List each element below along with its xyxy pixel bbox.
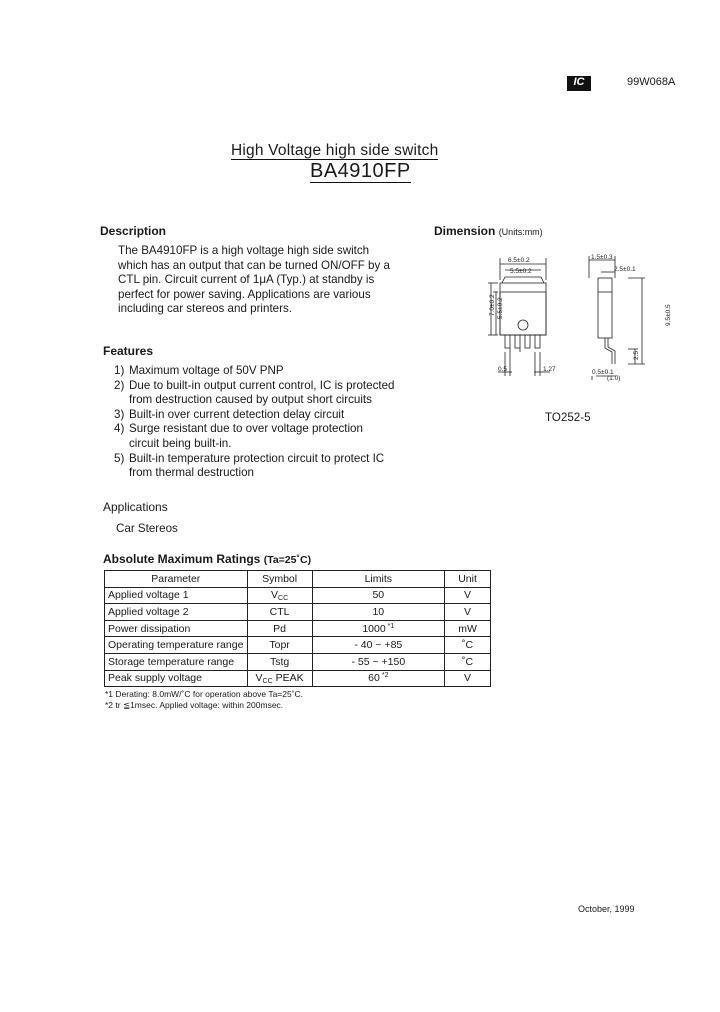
document-code: 99W068A — [627, 76, 676, 88]
feature-line: circuit being built-in. — [129, 436, 232, 450]
dim-label-w-inner: 5.5±0.2 — [510, 268, 532, 275]
cell-parameter: Peak supply voltage — [105, 670, 248, 687]
description-heading: Description — [100, 224, 167, 238]
description-text — [118, 244, 413, 317]
feature-line: Surge resistant due to over voltage protection — [129, 422, 363, 436]
feature-number: 3) — [114, 407, 125, 421]
feature-number: 2) — [114, 378, 125, 392]
feature-item — [114, 408, 395, 423]
dim-label-pitch: 1.27 — [543, 366, 556, 373]
table-row — [105, 604, 491, 621]
cell-unit: mW — [445, 620, 491, 637]
cell-unit: ˚C — [445, 637, 491, 654]
ratings-table — [104, 570, 491, 687]
feature-line: from thermal destruction — [129, 466, 255, 480]
col-header-limits: Limits — [312, 571, 445, 588]
ratings-heading-label: Absolute Maximum Ratings — [103, 552, 261, 566]
cell-unit: V — [445, 604, 491, 621]
cell-parameter: Applied voltage 1 — [105, 587, 248, 604]
ratings-heading — [103, 552, 311, 566]
feature-line: Built-in temperature protection circuit to protect IC — [129, 451, 385, 465]
feature-item — [114, 364, 395, 379]
cell-limit: 50 — [312, 587, 445, 604]
cell-limit: - 40 ~ +85 — [312, 637, 445, 654]
dim-label-h-total: 7.0±0.2 — [489, 294, 496, 316]
table-row — [105, 620, 491, 637]
col-header-parameter: Parameter — [105, 571, 248, 588]
applications-heading: Applications — [103, 500, 168, 514]
features-heading: Features — [103, 344, 154, 358]
dim-label-lead-len: 2.5 — [633, 350, 640, 360]
cell-parameter: Operating temperature range — [105, 637, 248, 654]
ratings-condition: (Ta=25˚C) — [263, 554, 312, 566]
cell-symbol: Tstg — [247, 653, 312, 670]
dim-label-h-body: 5.5±0.2 — [497, 297, 504, 319]
cell-symbol: $V_{CC}$ — [247, 587, 312, 604]
dim-label-side-height: 9.5±0.5 — [665, 304, 672, 326]
cell-parameter: Applied voltage 2 — [105, 604, 248, 621]
part-number-title: BA4910FP — [310, 160, 411, 182]
feature-number: 5) — [114, 451, 125, 465]
feature-item — [114, 422, 395, 451]
feature-item — [114, 379, 395, 408]
cell-limit: 60 $^{*2}$ — [312, 670, 445, 687]
description-line: CTL pin. Circuit current of 1μA (Typ.) at standby is — [118, 273, 375, 287]
feature-item — [114, 452, 395, 481]
dim-label-lead-w: 0.5±0.1 — [592, 369, 614, 376]
feature-line: Built-in over current detection delay circuit — [129, 407, 345, 421]
company-logo: IC — [567, 76, 591, 91]
note-marker: *2 — [381, 672, 389, 680]
dimension-heading — [434, 224, 543, 238]
dimension-units: (Units:mm) — [498, 227, 543, 237]
dim-label-side-tab: 2.5±0.1 — [614, 266, 636, 273]
feature-number: 4) — [114, 422, 125, 436]
dim-label-w-outer: 6.5±0.2 — [508, 257, 530, 264]
cell-limit: 1000 $^{*1}$ — [312, 620, 445, 637]
ratings-note: *1 Derating: 8.0mW/˚C for operation above Ta=25˚C. — [105, 689, 304, 699]
cell-unit: V — [445, 587, 491, 604]
cell-symbol: Pd — [247, 620, 312, 637]
cell-parameter: Power dissipation — [105, 620, 248, 637]
feature-number: 1) — [114, 364, 125, 377]
feature-line: from destruction caused by output short circuits — [129, 393, 372, 407]
feature-line: Due to built-in output current control, IC is protected — [129, 378, 395, 392]
description-line: perfect for power saving. Applications are various — [118, 287, 371, 301]
table-row — [105, 653, 491, 670]
col-header-unit: Unit — [445, 571, 491, 588]
table-row — [105, 670, 491, 687]
table-row — [105, 587, 491, 604]
cell-limit: 10 — [312, 604, 445, 621]
dim-label-side-top: 1.5±0.3 — [591, 254, 613, 261]
col-header-symbol: Symbol — [247, 571, 312, 588]
dimension-heading-label: Dimension — [434, 224, 496, 238]
note-marker: *1 — [387, 622, 395, 630]
publication-date: October, 1999 — [578, 904, 635, 914]
cell-symbol: CTL — [247, 604, 312, 621]
ratings-header-row — [105, 571, 491, 588]
cell-unit: ˚C — [445, 653, 491, 670]
description-line: which has an output that can be turned ON/OFF by a — [118, 258, 390, 272]
table-row — [105, 637, 491, 654]
applications-item: Car Stereos — [116, 522, 178, 535]
cell-symbol: $V_{CC}$ PEAK — [247, 670, 312, 687]
product-subtitle: High Voltage high side switch — [231, 142, 439, 159]
ratings-notes — [105, 689, 303, 711]
description-line: The BA4910FP is a high voltage high side switch — [118, 244, 370, 257]
package-name: TO252-5 — [545, 411, 591, 424]
ratings-note: *2 tr ≦1msec. Applied voltage: within 200msec. — [105, 700, 284, 710]
package-dimension-drawing — [488, 252, 672, 387]
cell-symbol: Topr — [247, 637, 312, 654]
dim-label-lead-t: (1.0) — [607, 375, 621, 382]
features-list — [114, 364, 395, 481]
feature-line: Maximum voltage of 50V PNP — [129, 364, 284, 377]
cell-parameter: Storage temperature range — [105, 653, 248, 670]
description-line: including car stereos and printers. — [118, 302, 292, 316]
cell-limit: - 55 ~ +150 — [312, 653, 445, 670]
cell-unit: V — [445, 670, 491, 687]
dim-label-pitch-left: 0.5 — [498, 366, 508, 373]
